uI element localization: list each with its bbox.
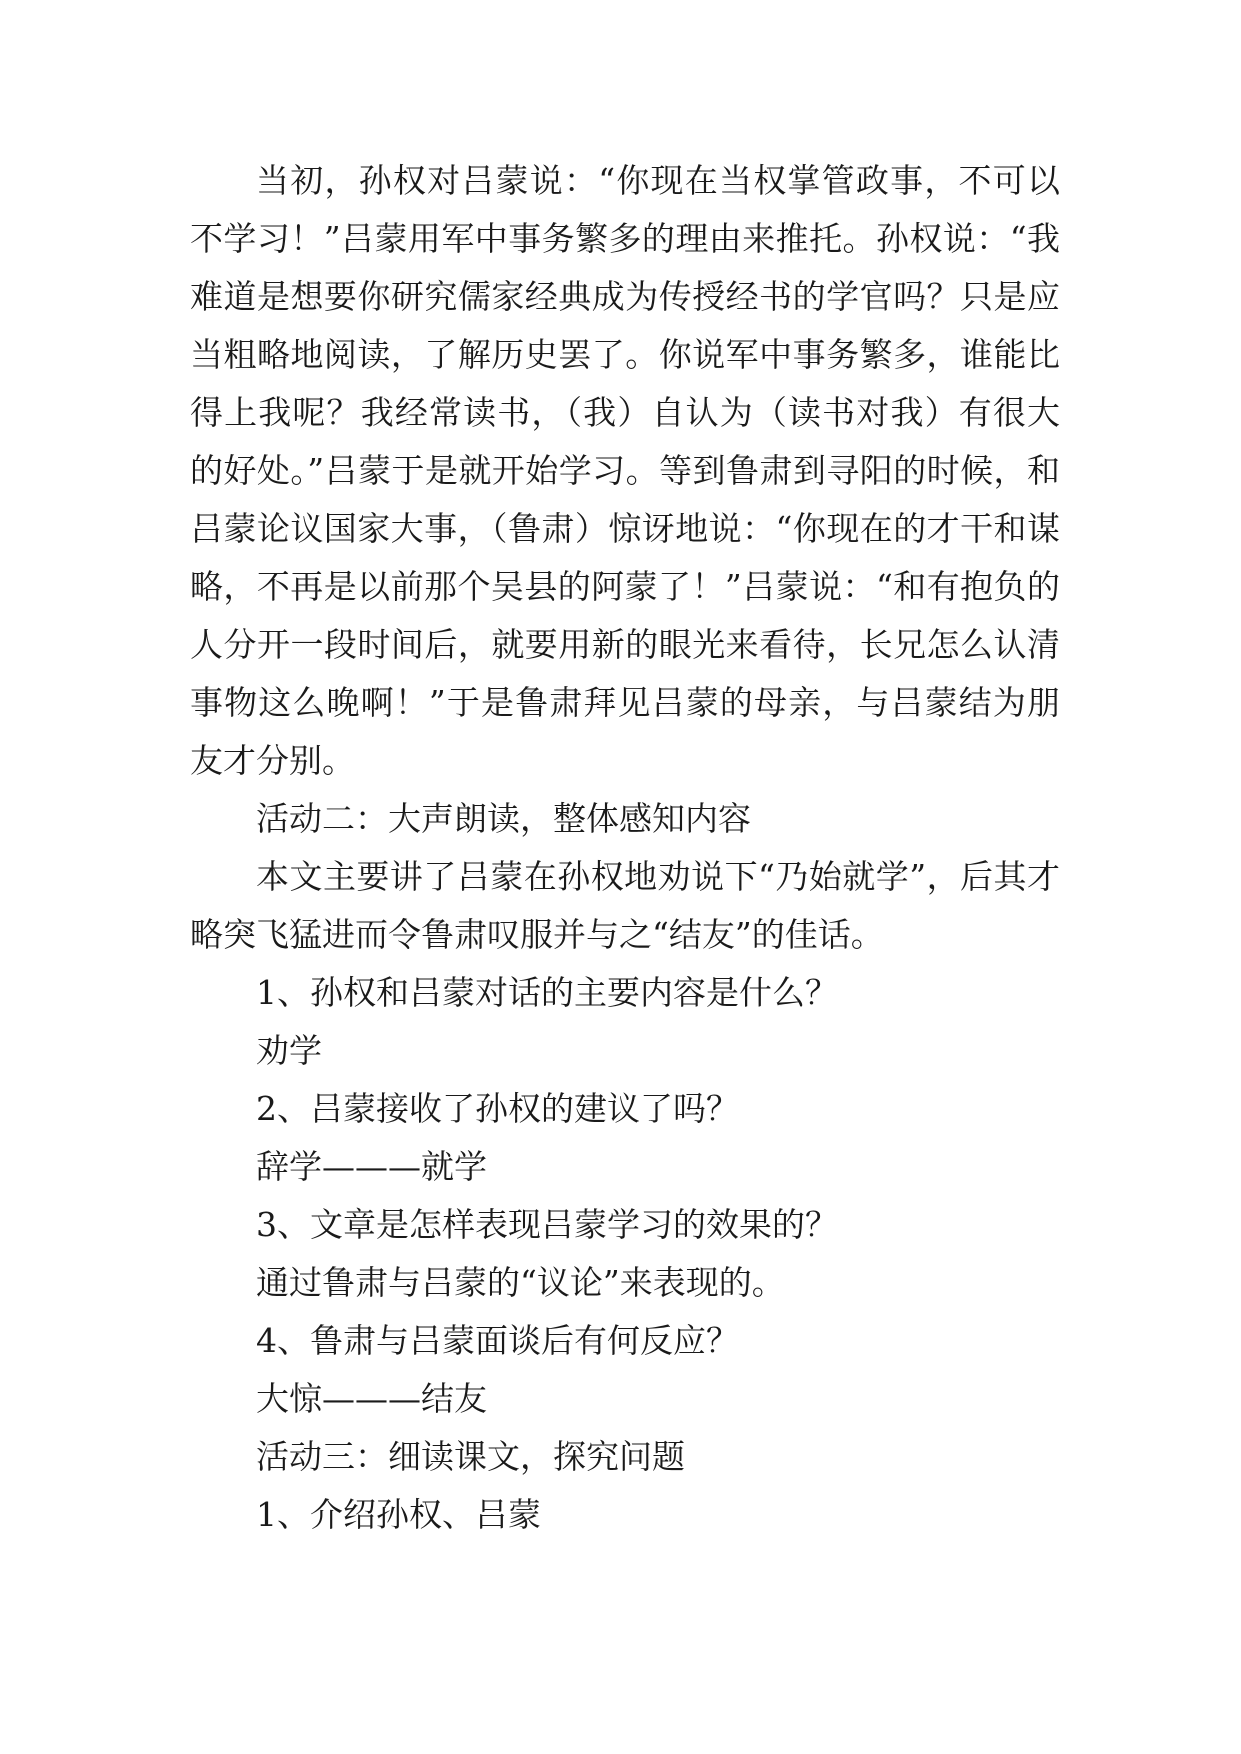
activity-3-item-1: 1、介绍孙权、吕蒙: [256, 1495, 541, 1534]
activity-2-summary: 本文主要讲了吕蒙在孙权地劝说下“乃始就学”，后其才略突飞猛进而令鲁肃叹服并与之“结友”的佳话。: [190, 857, 1060, 954]
answer-3: 通过鲁肃与吕蒙的“议论”来表现的。: [256, 1263, 785, 1302]
story-translation-paragraph: 当初，孙权对吕蒙说：“你现在当权掌管政事，不可以不学习！”吕蒙用军中事务繁多的理由来推托。孙权说：“我难道是想要你研究儒家经典成为传授经书的学官吗？只是应当粗略地阅读，了解历史罢了。你说军中事务繁多，谁能比得上我呢？我经常读书，（我）自认为（读书对我）有很大的好处。”吕蒙于是就开始学习。等到鲁肃到寻阳的时候，和吕蒙论议国家大事，（鲁肃）惊讶地说：“你现在的才干和谋略，不再是以前那个吴县的阿蒙了！”吕蒙说：“和有抱负的人分开一段时间后，就要用新的眼光来看待，长兄怎么认清事物这么晚啊！”于是鲁肃拜见吕蒙的母亲，与吕蒙结为朋友才分别。: [190, 161, 1060, 780]
document-body: [190, 152, 1060, 1544]
activity-3-heading: 活动三：细读课文，探究问题: [256, 1437, 685, 1476]
question-4: 4、鲁肃与吕蒙面谈后有何反应？: [256, 1321, 739, 1360]
activity-2-heading: 活动二：大声朗读，整体感知内容: [256, 799, 751, 838]
answer-4: 大惊———结友: [256, 1379, 487, 1418]
answer-1: 劝学: [256, 1031, 322, 1070]
question-2: 2、吕蒙接收了孙权的建议了吗？: [256, 1089, 739, 1128]
question-3: 3、文章是怎样表现吕蒙学习的效果的？: [256, 1205, 838, 1244]
answer-2: 辞学———就学: [256, 1147, 487, 1186]
question-1: 1、孙权和吕蒙对话的主要内容是什么？: [256, 973, 838, 1012]
